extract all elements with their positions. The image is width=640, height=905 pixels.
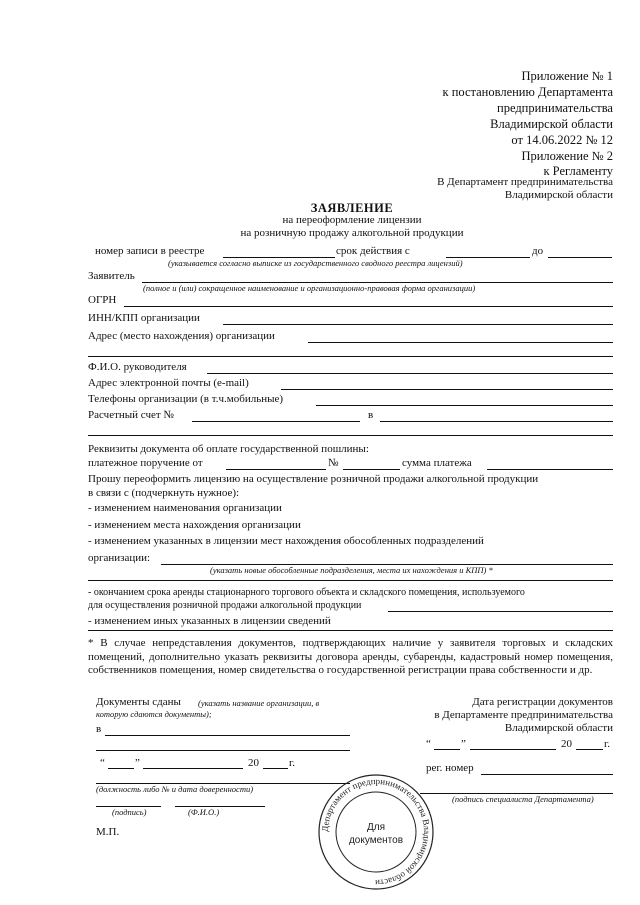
option-lease-end-line-2: для осуществления розничной продажи алкогольной продукции [88,600,362,611]
validity-to-field[interactable] [548,257,612,258]
payment-number-field[interactable] [343,469,400,470]
inn-kpp-field[interactable] [223,324,613,325]
submit-year-suffix: г. [289,757,296,769]
reg-date-close-quote: ” [461,738,466,750]
reg-number-label: рег. номер [426,762,474,774]
email-field[interactable] [281,389,613,390]
email-label: Адрес электронной почты (e-mail) [88,377,249,389]
reg-year-field[interactable] [576,749,603,750]
inn-kpp-label: ИНН/КПП организации [88,312,200,324]
header-line-6: Приложение № 2 [521,149,613,163]
document-subtitle-2: на розничную продажу алкогольной продукции [240,227,464,239]
document-title: ЗАЯВЛЕНИЕ [310,201,394,215]
documents-organization-field[interactable] [105,735,350,736]
documents-hint-2: которую сдаются документы); [96,709,212,719]
ogrn-label: ОГРН [88,294,117,306]
signature-hint: (подпись) [112,807,147,817]
address-field-line-2[interactable] [88,356,613,357]
registration-date-line-1: Дата регистрации документов [472,696,613,708]
in-connection-text: в связи с (подчеркнуть нужное): [88,487,240,499]
signer-position-hint: (должность либо № и дата доверенности) [96,784,254,794]
header-line-1: Приложение № 1 [521,69,613,83]
documents-submitted-label: Документы сданы [96,696,181,708]
header-line-3: предпринимательства [497,101,613,115]
option-subdivisions-change[interactable]: - изменением указанных в лицензии мест нахождения обособленных подразделений [88,535,484,547]
account-label: Расчетный счет № [88,409,174,421]
other-change-field[interactable] [88,630,613,631]
documents-hint-1: (указать название организации, в [198,698,320,708]
ogrn-field[interactable] [124,306,613,307]
organization-colon-label: организации: [88,552,151,564]
stamp-inner-line-1: Для [366,822,386,833]
validity-to-label: до [532,245,544,257]
director-field[interactable] [207,373,613,374]
validity-label: срок действия с [336,245,410,257]
option-other-change[interactable]: - изменением иных указанных в лицензии сведений [88,615,331,627]
seal-place-label: М.П. [96,826,120,838]
header-line-5: от 14.06.2022 № 12 [511,133,613,147]
bank-label: в [368,409,374,421]
address-label: Адрес (место нахождения) организации [88,330,275,342]
documents-organization-field-2[interactable] [96,750,350,751]
payment-amount-field[interactable] [487,469,613,470]
payment-order-label: платежное поручение от [88,457,203,469]
payment-amount-label: сумма платежа [402,457,472,469]
documents-in-label: в [96,723,102,735]
fio-hint: (Ф.И.О.) [188,807,220,817]
specialist-signature-hint: (подпись специалиста Департамента) [452,794,594,804]
submit-year-field[interactable] [263,768,288,769]
submit-day-field[interactable] [108,768,134,769]
subdivisions-field-line-2[interactable] [88,580,613,581]
applicant-hint: (полное и (или) сокращенное наименование и организационно-правовая форма организации) [143,283,476,293]
option-location-change[interactable]: - изменением места нахождения организации [88,519,301,531]
phones-label: Телефоны организации (в т.ч.мобильные) [88,393,284,405]
reg-year-suffix: г. [604,738,611,750]
address-field[interactable] [308,342,613,343]
account-field[interactable] [192,421,360,422]
submit-date-close-quote: ” [135,757,140,769]
submit-month-field[interactable] [143,768,243,769]
reg-month-field[interactable] [470,749,556,750]
request-text: Прошу переоформить лицензию на осуществление розничной продажи алкогольной продукции [88,473,539,485]
reg-day-field[interactable] [434,749,460,750]
recipient-line-1: В Департамент предпринимательства [437,176,613,188]
submit-date-open-quote: “ [100,757,105,769]
fee-title: Реквизиты документа об оплате государственной пошлины: [88,443,369,455]
director-label: Ф.И.О. руководителя [88,361,187,373]
header-line-4: Владимирской области [490,117,613,131]
recipient-line-2: Владимирской области [504,189,613,201]
bank-field[interactable] [380,421,613,422]
stamp-inner-line-2: документов [348,835,404,846]
payment-number-label: № [328,457,339,469]
payment-order-date-field[interactable] [226,469,326,470]
reg-number-field[interactable] [481,774,613,775]
footnote: * В случае непредставления документов, подтверждающих наличие у заявителя торговых и складских помещений, дополнительно указать реквизиты договора аренды, субаренды, кадастровый номер помещения, собственников помещения, номер свидетельства о государственной регистрации права собственности и др. [88,637,613,676]
department-stamp [316,772,436,892]
bank-field-line-2[interactable] [88,435,613,436]
registration-date-line-2: в Департаменте предпринимательства [434,709,613,721]
phones-field[interactable] [316,405,613,406]
registration-date-line-3: Владимирской области [504,722,613,734]
submit-year-prefix: 20 [248,757,259,769]
stamp-ring-text-path: Департамент предпринимательства Владимирской области [319,775,433,889]
option-name-change[interactable]: - изменением наименования организации [88,502,282,514]
document-subtitle-1: на переоформление лицензии [282,214,422,226]
applicant-label: Заявитель [88,270,135,282]
option-lease-end-line-1[interactable]: - окончанием срока аренды стационарного торгового объекта и складского помещения, используемого [88,587,525,598]
reg-year-prefix: 20 [561,738,572,750]
lease-field[interactable] [388,611,613,612]
registry-number-label: номер записи в реестре [95,245,205,257]
subdivisions-hint: (указать новые обособленные подразделения, места их нахождения и КПП) * [210,565,493,575]
header-line-7: к Регламенту [543,164,613,178]
reg-date-open-quote: “ [426,738,431,750]
header-line-2: к постановлению Департамента [442,85,613,99]
registry-hint: (указывается согласно выписке из государственного сводного реестра лицензий) [168,258,463,268]
